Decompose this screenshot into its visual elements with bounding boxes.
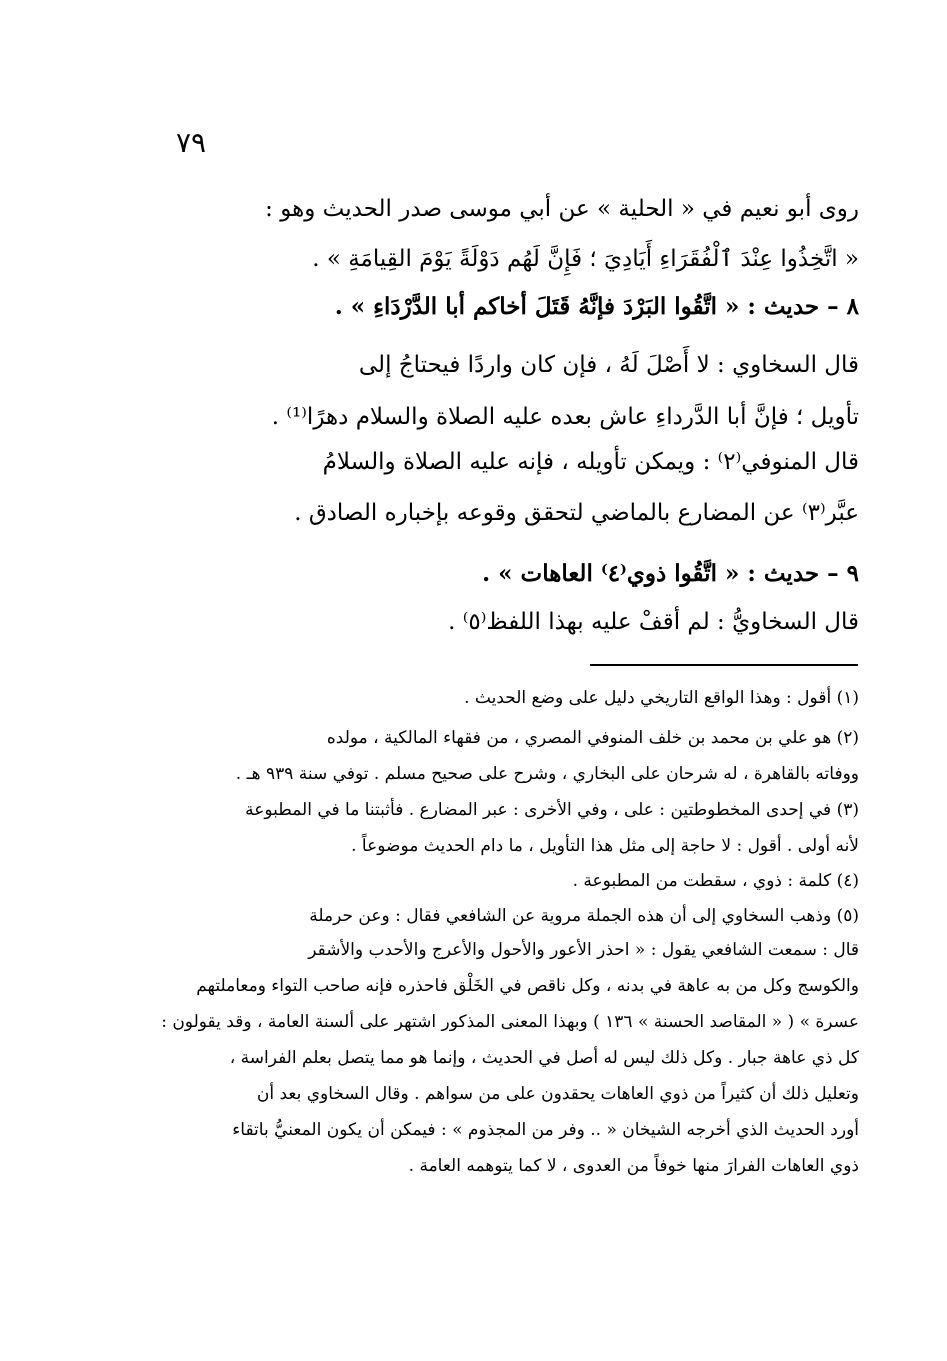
footnote-line: (٢) هو علي بن محمد بن خلف المنوفي المصري ، من فقهاء المالكية ، مولده: [326, 728, 859, 748]
text-line: قال السخاويُّ : لم أقفْ عليه بهذا اللفظ⁽٥⁾ .: [448, 609, 859, 635]
text-line: قال السخاوي : لا أَصْلَ لَهُ ، فإن كان واردًا فيحتاجُ إلى: [358, 352, 859, 378]
footnote-separator: [590, 664, 858, 666]
footnote-line: كل ذي عاهة جبار . وكل ذلك ليس له أصل في الحديث ، وإنما هو مما يتصل بعلم الفراسة ،: [229, 1048, 859, 1068]
hadith-heading-9: ٩ – حديث : « اتَّقُوا ذوي⁽٤⁾ العاهات » .: [482, 560, 859, 587]
hadith-heading-8: ٨ – حديث : « اتَّقُوا البَرْدَ فإنَّهُ قَتَلَ أخاكم أبا الدَّرْدَاءِ » .: [334, 293, 859, 320]
footnote-line: ذوي العاهات الفرارَ منها خوفاً من العدوى ، لا كما يتوهمه العامة .: [408, 1156, 859, 1176]
footnote-line: وتعليل ذلك أن كثيراً من ذوي العاهات يحقدون على من سواهم . وقال السخاوي بعد أن: [256, 1084, 859, 1104]
footnote-line: (١) أقول : وهذا الواقع التاريخي دليل على وضع الحديث .: [464, 688, 859, 708]
page-number: ٧٩: [176, 126, 207, 159]
footnote-line: عسرة » ( « المقاصد الحسنة » ١٣٦ ) وبهذا المعنى المذكور اشتهر على ألسنة العامة ، وقد يقولون :: [161, 1012, 859, 1032]
footnote-line: ووفاته بالقاهرة ، له شرحان على البخاري ، وشرح على صحيح مسلم . توفي سنة ٩٣٩ هـ .: [235, 764, 859, 784]
text-line: قال المنوفي⁽٢⁾ : ويمكن تأويله ، فإنه عليه الصلاة والسلامُ: [322, 449, 859, 475]
footnote-line: أورد الحديث الذي أخرجه الشيخان « .. وفر من المجذوم » : فيمكن أن يكون المعنيُّ باتقاء: [232, 1120, 859, 1140]
footnote-line: (٥) وذهب السخاوي إلى أن هذه الجملة مروية عن الشافعي فقال : وعن حرملة: [309, 906, 859, 926]
text-line: عبَّر⁽٣⁾ عن المضارع بالماضي لتحقق وقوعه بإخباره الصادق .: [294, 500, 859, 526]
footnote-line: لأنه أولى . أقول : لا حاجة إلى مثل هذا التأويل ، ما دام الحديث موضوعاً .: [351, 836, 859, 856]
footnote-line: (٤) كلمة : ذوي ، سقطت من المطبوعة .: [572, 871, 859, 891]
footnote-line: والكوسج وكل من به عاهة في بدنه ، وكل ناقص في الخَلْق فاحذره فإنه صاحب التواء ومعاملتهم: [196, 976, 859, 996]
footnote-line: (٣) في إحدى المخطوطتين : على ، وفي الأخرى : عبر المضارع . فأثبتنا ما في المطبوعة: [245, 800, 859, 820]
text-line: روى أبو نعيم في « الحلية » عن أبي موسى صدر الحديث وهو :: [265, 196, 859, 222]
hadith-quote-line: « اتَّخِذُوا عِنْدَ ٱلْفُقَرَاءِ أَيَادِيَ ؛ فَإِنَّ لَهُم دَوْلَةً يَوْمَ القِيامَةِ » .: [312, 246, 859, 272]
footnote-line: قال : سمعت الشافعي يقول : « احذر الأعور والأحول والأعرج والأحدب والأشقر: [308, 940, 859, 960]
text-line: تأويل ؛ فإنَّ أبا الدَّرداءِ عاش بعده عليه الصلاة والسلام دهرًا⁽¹⁾ .: [271, 404, 859, 430]
